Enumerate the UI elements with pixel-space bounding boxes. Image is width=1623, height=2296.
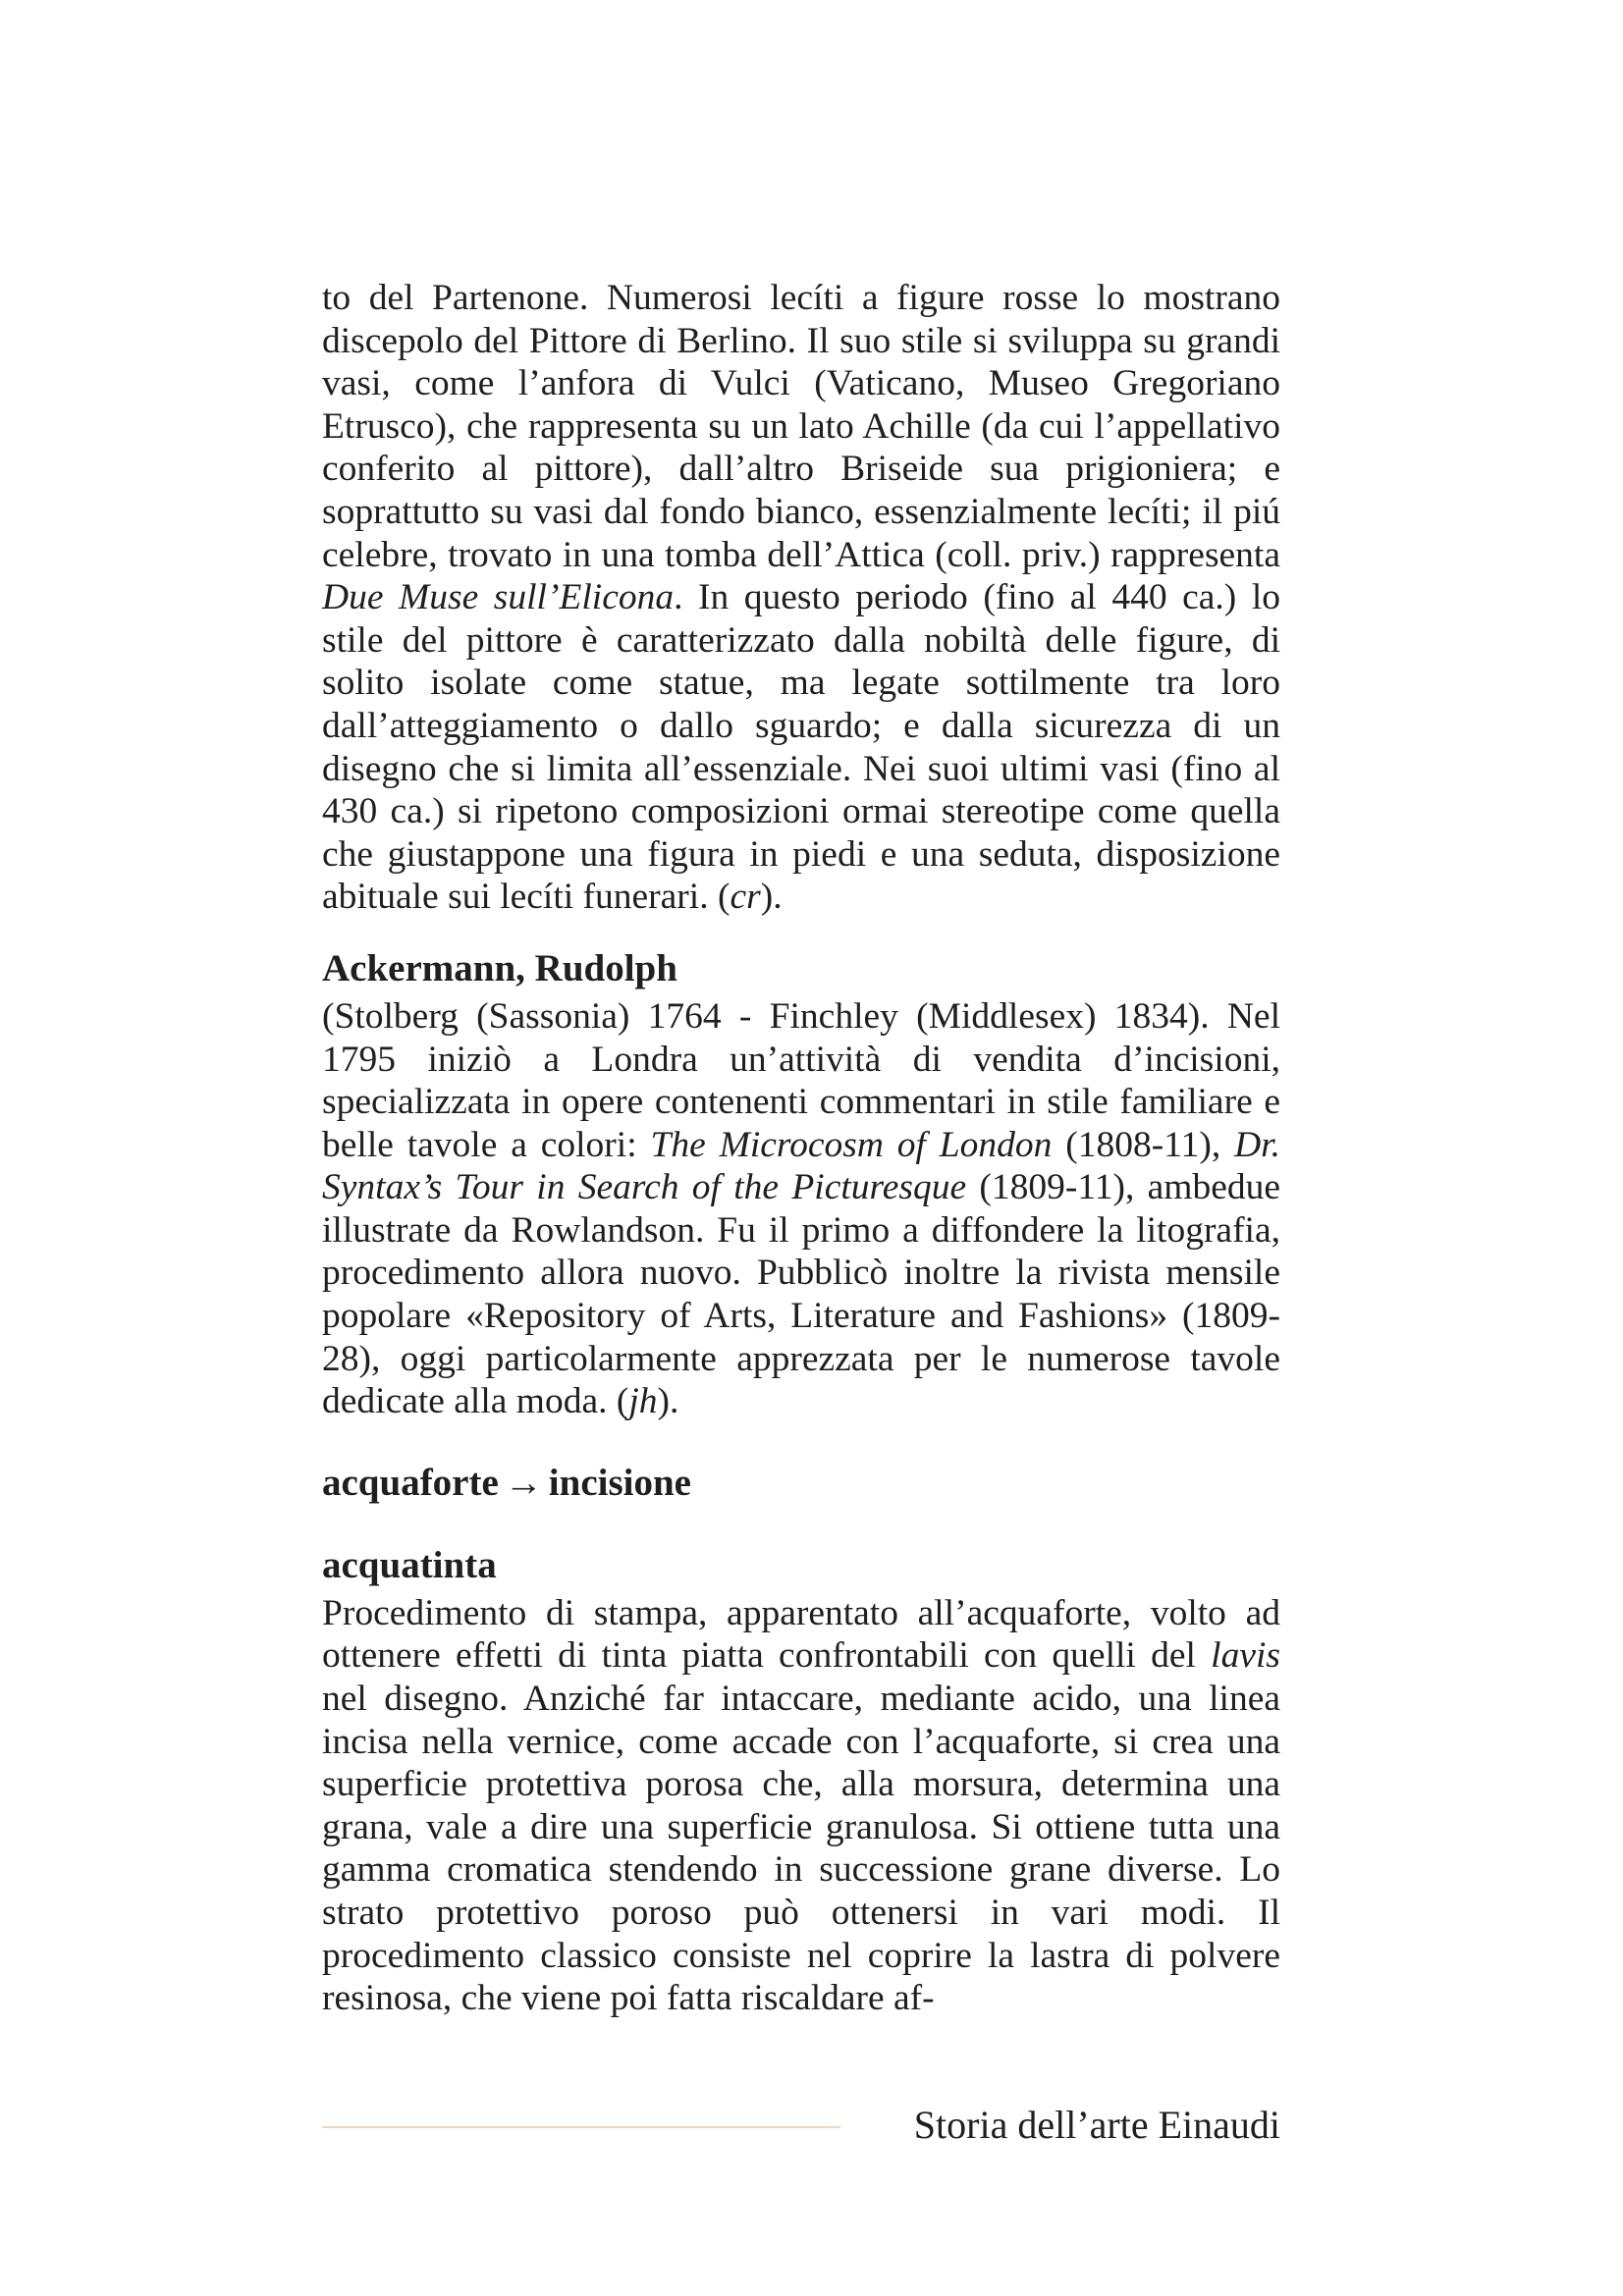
ackermann-paragraph xyxy=(322,995,1280,1423)
intro-text-1: to del Partenone. Numerosi lecíti a figure rosse lo mostrano discepolo del Pittore di Berlino. Il suo stile si sviluppa su grandi vasi, come l’anfora di Vulci (Vaticano, Museo Gregoriano Etrusco), che rappresenta su un lato Achille (da cui l’appellativo conferito al pittore), dall’altro Briseide sua prigioniera; e soprattutto su vasi dal fondo bianco, essenzialmente lecíti; il piú celebre, trovato in una tomba dell’Attica (coll. priv.) rappresenta xyxy=(322,278,1280,575)
acquatinta-text-2: nel disegno. Anziché far intaccare, mediante acido, una linea incisa nella vernice, come accade con l’acquaforte, si crea una superficie protettiva porosa che, alla morsura, determina una grana, vale a dire una superficie granulosa. Si ottiene tutta una gamma cromatica stendendo in successione grane diverse. Lo strato protettivo poroso può ottenersi in vari modi. Il procedimento classico consiste nel coprire la lastra di polvere resinosa, che viene poi fatta riscaldare af- xyxy=(322,1679,1280,2019)
author-initials: cr xyxy=(730,877,761,918)
ackermann-end: ). xyxy=(657,1381,679,1422)
page-body xyxy=(322,277,1280,2020)
entry-title-acquatinta: acquatinta xyxy=(322,1543,497,1586)
acquatinta-text-1: Procedimento di stampa, apparentato all’acquaforte, volto ad ottenere effetti di tinta piatta confrontabili con quelli del xyxy=(322,1592,1280,1677)
ackermann-text-3: (1809-11), ambedue illustrate da Rowlandson. Fu il primo a diffondere la litografia, procedimento allora nuovo. Pubblicò inoltre la rivista mensile popolare «Repository of Arts, Literature and Fashions» (1809-28), oggi particolarmente apprezzata per le numerose tavole dedicate alla moda. ( xyxy=(322,1167,1280,1422)
footer-rule xyxy=(322,2126,840,2128)
artwork-title: Due Muse sull’Elicona xyxy=(322,577,675,618)
ackermann-text-1: (Stolberg (Sassonia) 1764 - Finchley (Middlesex) 1834). Nel 1795 iniziò a Londra un’attività di vendita d’incisioni, specializzata in opere contenenti commentari in stile familiare e belle tavole a colori: xyxy=(322,995,1280,1165)
entry-title-acquaforte xyxy=(322,1461,1280,1506)
author-initials: jh xyxy=(628,1381,658,1422)
intro-text-2: . In questo periodo (fino al 440 ca.) lo stile del pittore è caratterizzato dalla nobiltà delle figure, di solito isolate come statue, ma legate sottilmente tra loro dall’atteggiamento o dallo sguardo; e dalla sicurezza di un disegno che si limita all’essenziale. Nei suoi ultimi vasi (fino al 430 ca.) si ripetono composizioni ormai stereotipe come quella che giustappone una figura in piedi e una seduta, disposizione abituale sui lecíti funerari. ( xyxy=(322,577,1280,918)
ackermann-text-2: (1808-11), xyxy=(1052,1124,1235,1165)
cross-reference-target[interactable]: incisione xyxy=(548,1461,691,1504)
page-footer xyxy=(322,2096,1280,2155)
work-title-dr-syntax: Dr. Syntax’s Tour in Search of the Picturesque xyxy=(322,1124,1280,1208)
work-title-microcosm: The Microcosm of London xyxy=(650,1124,1053,1165)
acquatinta-paragraph xyxy=(322,1592,1280,2020)
acquaforte-term: acquaforte xyxy=(322,1461,499,1504)
cross-reference-arrow-icon: → xyxy=(504,1461,543,1504)
entry-title-ackermann: Ackermann, Rudolph xyxy=(322,946,677,989)
intro-paragraph xyxy=(322,277,1280,919)
footer-publication-title: Storia dell’arte Einaudi xyxy=(913,2103,1280,2147)
lavis-term: lavis xyxy=(1211,1635,1280,1677)
intro-end: ). xyxy=(760,877,783,918)
